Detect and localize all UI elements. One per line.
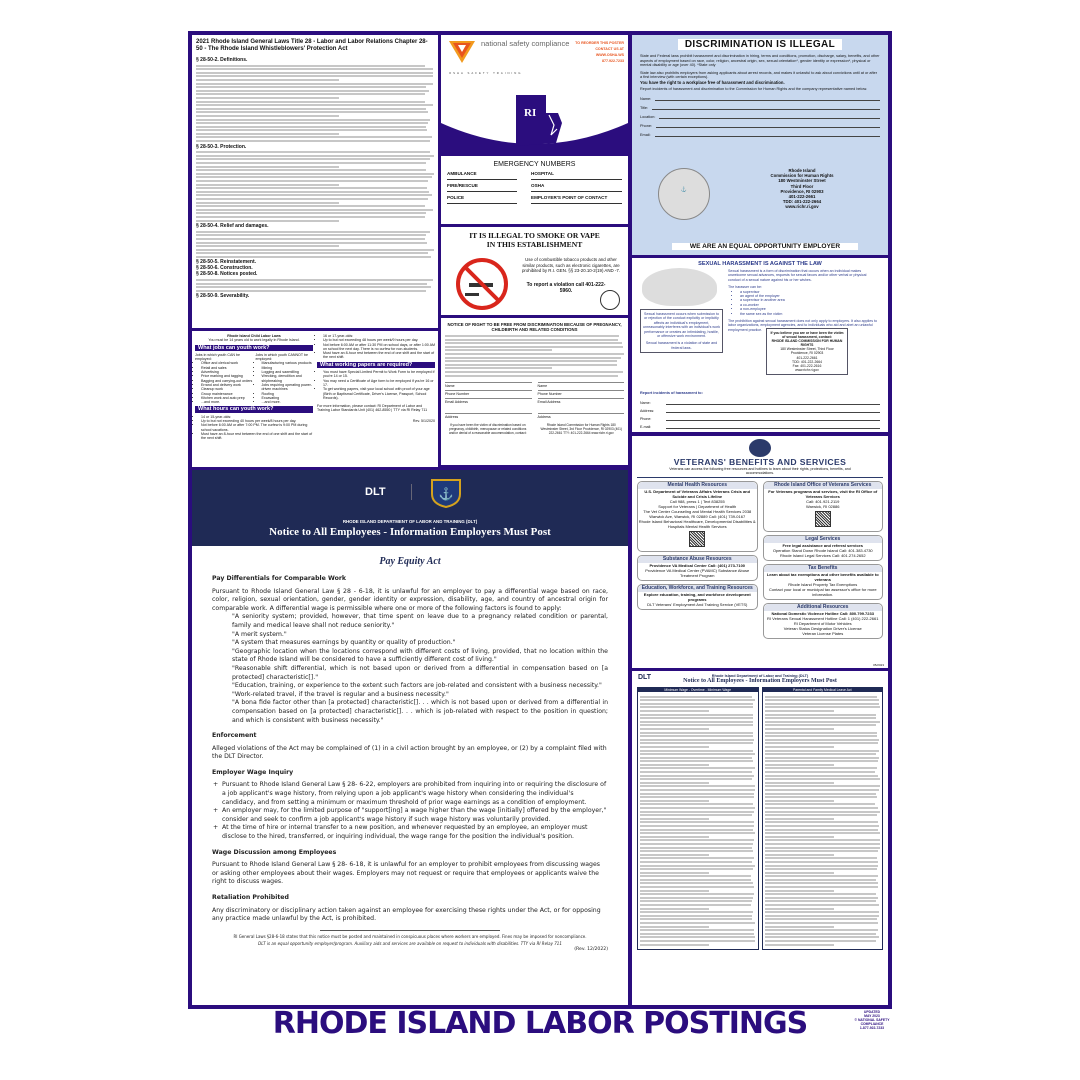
- harassment-definition-box: [640, 309, 723, 353]
- contact-field[interactable]: Name: [538, 382, 625, 388]
- copyright-line: 1-877-922-7233: [859, 1026, 885, 1030]
- retaliation-text: Any discriminatory or disciplinary action taken against an employee for exercising these rights under the Act, or for opposing any practice made unlawful by the Act, is prohibited.: [212, 906, 601, 923]
- jobs-heading: What jobs can youth work?: [195, 345, 313, 351]
- contact-line: 180 Westminster Street: [778, 178, 826, 184]
- field-label: Email:: [640, 132, 651, 137]
- commission-seal-icon: [642, 268, 717, 306]
- contact-line: Fax: 401-222-2616: [792, 363, 822, 368]
- contact-field[interactable]: Phone Number: [538, 390, 625, 396]
- commission-contact: [742, 168, 862, 210]
- body-text: [445, 335, 624, 377]
- factor-item: "A system that measures earnings by quantity or quality of production.": [232, 639, 456, 647]
- svg-text:⚓: ⚓: [438, 487, 454, 501]
- harassment-title: SEXUAL HARASSMENT IS AGAINST THE LAW: [698, 261, 822, 267]
- list-item: + An employer may, for the limited purpose of "support[ing] a wage higher than the wage [initially] offered by the employer," consider and seek to confirm a job applicant's wage history if such wage history was voluntarily provided.: [222, 807, 608, 824]
- section-heading: § 28-50-5. Reinstatement.: [196, 259, 257, 266]
- emergency-field[interactable]: FIRE/RESCUE: [447, 183, 517, 192]
- section-heading: § 28-50-4. Relief and damages.: [196, 223, 269, 230]
- contact-line: TDD: 401-222-2664: [792, 359, 822, 364]
- papers-list: [317, 370, 435, 400]
- copyright-line: MAY 2023: [864, 1014, 880, 1018]
- hours17-list: [317, 334, 435, 360]
- list-item: • Up to but not exceeding 40 hours per week/8 hours per day.: [201, 419, 313, 423]
- nsc-brand: national safety compliance: [481, 39, 570, 48]
- emergency-field[interactable]: OSHA: [531, 183, 622, 192]
- body-text: [638, 692, 758, 949]
- field-label: Name:: [640, 401, 651, 405]
- body-text: [196, 151, 434, 221]
- pregnancy-left-note: If you have been the victim of discrimination based on pregnancy, childbirth, menopause or related conditions and/or denial of a reasonable accommodation, contact:: [448, 422, 527, 435]
- field-line: [659, 118, 880, 119]
- section-heading: Wage Discussion among Employees: [212, 848, 337, 856]
- resource-line: Veteran License Plates: [802, 631, 844, 637]
- dlt-header: [192, 470, 628, 546]
- factor-item: "Education, training, or experience to the extent such factors are job-related and consistent with a business necessity.": [232, 682, 602, 690]
- wage-discussion-text: Pursuant to Rhode Island General Law § 28- 6-18, it is unlawful for an employer to prohibit employees from discussing wages or asking other employees about their wages. Employers may not request or require that employees or applicants waive the right to discuss wages.: [212, 861, 601, 886]
- footnote: RI General Laws §28-6-18 states that this notice must be posted and maintained in conspicuous places where workers are employed. Fines may be imposed for noncompliance.: [233, 933, 587, 939]
- list-item: • a supervisor in another area: [740, 298, 880, 302]
- section-heading: Employer Wage Inquiry: [212, 768, 294, 776]
- veterans-subtitle: Veterans can access the following free resources and hotlines to learn about their rights, protections, benefits, and accommodations.: [637, 467, 883, 478]
- contact-line: 401-222-2661: [796, 355, 818, 360]
- contact-line: 180 Westminster Street, Third Floor: [780, 347, 834, 352]
- resource-line: DLT Veterans' Employment And Training Service (VETS): [647, 602, 748, 608]
- contact-field[interactable]: Address: [538, 413, 625, 419]
- resource-box: [763, 481, 884, 532]
- veterans-rev: 05/2023: [873, 663, 884, 667]
- form-field[interactable]: [640, 421, 880, 429]
- field-label: Phone:: [640, 417, 652, 421]
- field-label: Address:: [640, 409, 655, 413]
- list-item: • Manufacturing various products: [262, 361, 314, 365]
- list-item: • Price marking and tagging: [201, 374, 253, 378]
- resource-heading: Mental Health Resources: [638, 482, 757, 489]
- form-field[interactable]: [640, 397, 880, 405]
- discrimination-form: [640, 92, 880, 137]
- section-heading: § 28-50-3. Protection.: [196, 143, 247, 150]
- resource-line: Learn about tax exemptions and other benefits available to veterans: [766, 572, 879, 583]
- discrimination-title: DISCRIMINATION IS ILLEGAL: [678, 39, 842, 50]
- contact-line: Third Floor: [790, 183, 814, 189]
- section-heading: § 28-50-2. Definitions.: [196, 57, 248, 63]
- resource-line: For Veterans programs and services, visit the RI Office of Veterans Services: [768, 489, 878, 500]
- resource-line: Contact your local or municipal tax assessor's office for more information.: [768, 587, 877, 598]
- copyright-note: [852, 1010, 892, 1030]
- revision: (Rev. 12/2022): [574, 946, 608, 952]
- child-labor-title: Rhode Island Child Labor Laws: [227, 334, 281, 338]
- pay-equity-title: Pay Equity Act: [379, 556, 441, 567]
- list-item: • Group maintenance: [201, 392, 253, 396]
- body-text: [763, 692, 883, 949]
- list-item: • ...and more.: [262, 400, 314, 404]
- contact-field[interactable]: Address: [445, 413, 532, 419]
- resource-box: [763, 535, 884, 561]
- discrimination-p2: State law also prohibits employers from asking applicants about arrest records, and makes it unlawful to ask about convictions until at or after a first interview (with certain exceptions).: [640, 70, 878, 80]
- factor-item: "Work-related travel, if the travel is regular and a business necessity.": [232, 690, 449, 698]
- field-label: Name:: [640, 96, 652, 101]
- emergency-field[interactable]: POLICE: [447, 195, 517, 204]
- contact-field[interactable]: Name: [445, 382, 532, 388]
- nsc-logo-icon: [447, 39, 477, 65]
- list-item: • a supervisor: [740, 290, 880, 294]
- factor-list: [212, 613, 608, 725]
- field-label: Phone:: [640, 123, 653, 128]
- list-item: • Cleanup work: [201, 387, 253, 391]
- field-line: [666, 404, 880, 405]
- list-item: • Mining: [262, 366, 314, 370]
- reorder-line: 877.922.7233: [602, 59, 624, 63]
- smoking-report: To report a violation call 401-222-5960.: [526, 282, 606, 294]
- list-item: • the same sex as the victim: [740, 312, 880, 316]
- emergency-field[interactable]: EMPLOYER'S POINT OF CONTACT: [531, 195, 622, 204]
- list-item: • 14 or 15-year-olds:: [201, 415, 313, 419]
- veterans-seal-icon: [749, 439, 771, 457]
- pay-equity-panel: [192, 470, 628, 1005]
- violation-text: Sexual harassment is a violation of state and federal laws.: [645, 341, 718, 350]
- contact-fields: [445, 381, 624, 419]
- list-item: • Excavating: [262, 396, 314, 400]
- emergency-field[interactable]: AMBULANCE: [447, 171, 517, 180]
- list-item: • Office and clerical work: [201, 361, 253, 365]
- list-item: • an agent of the employer: [740, 294, 880, 298]
- factor-item: "A seniority system; provided, however, that time spent on leave due to a pregnancy related condition or parental, family and medical leave shall not reduce seniority.": [232, 613, 608, 629]
- factor-item: "Reasonable shift differential, which is not based upon or derived from a differential in compensation based on [a protected] characteristic[].": [232, 664, 608, 681]
- resource-line: Support for Veterans | Department of Health: [658, 504, 737, 510]
- resource-line: Operation Stand Down Rhode Island Call: 401.383.4730: [772, 548, 873, 554]
- list-item: + At the time of hire or internal transfer to a new position, and whenever requested by an employee, an employer must disclose to the hired, transferred, or inquiring individual, the wage range for the position the individual's position.: [222, 824, 608, 841]
- resource-line: Rhode Island Property Tax Exemptions: [788, 582, 858, 588]
- field-line: [666, 412, 880, 413]
- dlt-dept: RHODE ISLAND DEPARTMENT OF LABOR AND TRAINING (DLT): [342, 519, 478, 524]
- wage-inquiry-list: [212, 781, 608, 841]
- factor-item: "A bona fide factor other than [a protected] characteristic[]. . . which is not based upon or derived from a differential in compensation based on [a protected] characteristic[]. . . which is job-related with respect to the position in question; and which is consistent with business necessity.": [232, 699, 608, 724]
- sexual-harassment-panel: [632, 258, 888, 432]
- contact-field[interactable]: Email Address: [445, 398, 532, 404]
- discrimination-p1: State and Federal laws prohibit harassment and discrimination in hiring, terms and conditions, promotion, discharge, salary, benefits, and other aspects of employment based on race, color, religion, ancestral origin, sex, sexual orientation*, gender identity or expression*, physical or mental disability or age (over 40). *State only: [640, 54, 880, 68]
- factor-item: "Geographic location when the locations correspond with different costs of living, provided, that no location within the state of Rhode Island will be considered to have a sufficiently different cost of living.": [232, 647, 608, 664]
- report-label: Report incidents of harassment to:: [640, 391, 703, 395]
- form-field[interactable]: [640, 413, 880, 421]
- resource-line: National Domestic Violence Hotline Call: 800.799.7233: [771, 611, 874, 617]
- resource-box: [637, 555, 758, 581]
- contact-line: Providence, RI 02903: [780, 188, 824, 194]
- pregnancy-right-note: Rhode Island Commission for Human Rights 180 Westminster Street, 3rd Floor Providence, RI 02903 (401) 222-2661 TTY: 401-222-2664 www.richr.ri.gov: [540, 422, 622, 435]
- list-item: • Errand and delivery work: [201, 383, 253, 387]
- contact-line: www.richr.ri.gov: [795, 367, 819, 372]
- field-label: E-mail:: [640, 425, 652, 429]
- pregnancy-title: NOTICE OF RIGHT TO BE FREE FROM DISCRIMINATION BECAUSE OF PREGNANCY, CHILDBIRTH AND RELATED CONDITIONS: [447, 322, 622, 332]
- smoking-body: Use of combustible tobacco products and other similar products, such as electronic cigarettes, are prohibited by R.I. GEN. §§ 23-20.10-2(19) AND -7.: [521, 257, 621, 274]
- dlt-dept: Rhode Island Department of Labor and Training (DLT): [711, 674, 809, 678]
- form-field[interactable]: [640, 110, 880, 119]
- resource-line: Veteran Status Designation Driver's License: [783, 626, 862, 632]
- list-item: • Advertising: [201, 370, 253, 374]
- harassment-contact-box: [766, 328, 848, 375]
- report-form: [640, 397, 880, 429]
- resource-line: Explore education, training, and workforce development programs: [643, 592, 751, 603]
- emergency-fields: [447, 171, 622, 204]
- contact-line: RHODE ISLAND COMMISSION FOR HUMAN RIGHTS: [771, 339, 843, 348]
- resource-line: Call: 401.921.2119: [806, 499, 840, 505]
- enforcement-text: Alleged violations of the Act may be complained of (1) in a civil action brought by an employee, or (2) by a complaint filed with the DLT Director.: [212, 744, 607, 761]
- whistleblower-title: 2021 Rhode Island General Laws Title 28 - Labor and Labor Relations Chapter 28-50 - The Rhode Island Whistleblowers' Protection Act: [196, 39, 428, 52]
- list-item: • Not before 6:00 AM or after 11:30 PM on school days, or after 1:00 AM on school the next day. There is no curfew for non-students.: [323, 343, 435, 352]
- list-item: • Bagging and carrying-out orders: [201, 379, 253, 383]
- resource-box: [637, 481, 758, 552]
- field-label: Location:: [640, 114, 656, 119]
- reorder-line: CONTACT US AT: [595, 47, 624, 51]
- field-line: [666, 420, 880, 421]
- body-text: [196, 65, 434, 142]
- footer: [0, 1006, 1080, 1070]
- section-heading: Enforcement: [212, 732, 257, 740]
- contact-field[interactable]: Phone Number: [445, 390, 532, 396]
- veterans-left-column: [637, 481, 758, 642]
- field-line: [652, 109, 880, 110]
- child-labor-panel: [192, 331, 438, 467]
- child-labor-intro: You must be 14 years old to work legally in Rhode Island.: [208, 338, 300, 343]
- reorder-line: TO REORDER THIS POSTER: [575, 41, 624, 45]
- dlt-logo: DLT: [365, 486, 386, 498]
- list-item: • Roofing: [262, 392, 314, 396]
- list-item: • To get working papers, visit your local school with proof of your age (Birth or Baptismal Certificate, Driver's License, Passport, School Records).: [323, 387, 435, 400]
- revision: Rev. 5/1/2020: [412, 418, 435, 423]
- resource-heading: Tax Benefits: [764, 565, 883, 572]
- resource-heading: Legal Services: [764, 536, 883, 543]
- reorder-line: WWW.OSHA.WS: [595, 53, 624, 57]
- ri-map-graphic: [441, 85, 628, 153]
- resource-line: Providence VA Medical Center (PVAMC) Substance Abuse Treatment Program: [645, 568, 750, 579]
- resource-line: The Vet Center Counseling and Mental Health Services 2038 Warwick Ave, Warwick, RI 02889 Call: (401) 739-0167: [643, 509, 752, 520]
- resource-line: Warwick, RI 02886: [806, 504, 840, 510]
- copyright-line: COMPLIANCE: [860, 1022, 884, 1026]
- form-field[interactable]: [640, 119, 880, 128]
- copyright-line: © NATIONAL SAFETY: [854, 1018, 890, 1022]
- harasser-list: [728, 290, 880, 316]
- section-heading: Pay Differentials for Comparable Work: [212, 575, 347, 582]
- body-text: [196, 231, 434, 258]
- discrimination-panel: [632, 35, 888, 255]
- resource-line: Call 988, press 1 | Text 838255: [669, 499, 725, 505]
- pay-diff-text: Pursuant to Rhode Island General Law § 28 - 6-18, it is unlawful for an employer to pay a differential wage based on race, color, religion, sexual orientation, gender, gender identity or expression, disability, age, and country of ancestral origin for comparable work. A differential wage is permissible where one or more of the following factors is found to apply:: [212, 587, 608, 612]
- section-heading: § 28-50-8. Notices posted.: [196, 271, 258, 278]
- smoking-title: IT IS ILLEGAL TO SMOKE OR VAPE IN THIS ESTABLISHMENT: [469, 231, 600, 249]
- contact-line: Commission for Human Rights: [770, 173, 834, 179]
- qr-code-icon: [815, 511, 831, 527]
- field-line: [656, 127, 880, 128]
- contact-line: Rhode Island: [788, 168, 816, 173]
- harasser-label: The harasser can be:: [728, 285, 762, 290]
- list-item: • Must have an 8-hour rest between the end of one shift and the start of the next shift.: [323, 351, 435, 360]
- harassment-p2: The prohibition against sexual harassment does not only apply to employers. It also applies to labor organizations, employment agencies, and to individuals who aid and abet an unlawful employment practice.: [728, 319, 878, 332]
- veterans-title: VETERANS' BENEFITS AND SERVICES: [673, 457, 847, 467]
- list-item: • 16 or 17-year-olds:: [323, 334, 435, 338]
- resource-box: [637, 584, 758, 610]
- list-item: • Logging and sawmilling: [262, 370, 314, 374]
- discrimination-p4: Report incidents of harassment and discrimination to the Commission for Human Rights and the company representative named below.: [640, 86, 868, 91]
- more-info: For more information, please contact: RI Department of Labor and Training Labor Standards Unit (401) 462-8550 | TTY via RI Relay 711: [317, 404, 428, 413]
- dlt-notice-title: Notice to All Employees - Information Employers Must Post: [683, 678, 837, 684]
- form-field[interactable]: [640, 92, 880, 101]
- field-line: [655, 100, 880, 101]
- contact-line: www.richr.ri.gov: [785, 204, 819, 210]
- list-item: • Retail and sales: [201, 366, 253, 370]
- contact-line: 401-222-2661: [788, 194, 816, 200]
- resource-heading: Additional Resources: [764, 604, 883, 611]
- notice-title: Notice to All Employees - Information Employers Must Post: [269, 526, 551, 538]
- papers-heading: What working papers are required?: [317, 362, 435, 368]
- list-item: • You may need a Certificate of Age form to be employed if you're 16 or 17.: [323, 379, 435, 388]
- contact-line: Providence, RI 02903: [790, 351, 824, 356]
- list-item: + Pursuant to Rhode Island General Law § 28- 6-22, employers are prohibited from inquiring into or requiring the disclosure of a job applicant's wage history, from relying upon a job applicant's wage history when considering the individual's candidacy, and from setting a minimum or maximum threshold of prior wage earnings as a condition of employment.: [222, 781, 608, 807]
- section-heading: Minimum Wage - Overtime - Minimum Wage: [638, 688, 758, 692]
- dlt-notice-panel: [632, 671, 888, 1005]
- list-item: • a non-employee: [740, 307, 880, 311]
- veterans-right-column: [763, 481, 884, 642]
- section-heading: Parental and Family Medical Leave Act: [763, 688, 883, 692]
- poster-title: RHODE ISLAND LABOR POSTINGS: [272, 1006, 808, 1041]
- section-heading: § 28-50-9. Severability.: [196, 293, 250, 300]
- list-item: • Jobs requiring operating power-driven machines: [262, 383, 314, 392]
- no-smoking-panel: [441, 227, 628, 315]
- section-heading: § 28-50-6. Construction.: [196, 265, 253, 272]
- ri-state-seal-icon: [428, 476, 464, 508]
- resource-line: Rhode Island Legal Services Call: 401.274.2652: [779, 553, 866, 559]
- harassment-text: [728, 269, 880, 332]
- form-field[interactable]: [640, 405, 880, 413]
- resource-line: U.S. Department of Veterans Affairs Veterans Crisis and Suicide and Crisis Lifeline: [644, 489, 751, 500]
- dlt-logo: DLT: [638, 674, 652, 681]
- resource-line: Free legal assistance and referral services: [782, 543, 863, 549]
- list-item: • Not before 6:00 AM or after 7:00 PM. The curfew is 9:00 PM during school vacations.: [201, 423, 313, 432]
- hours-list: [195, 415, 313, 441]
- field-line: [655, 136, 880, 137]
- resource-box: [763, 564, 884, 600]
- whistleblower-panel: [192, 35, 438, 328]
- resource-box: [763, 603, 884, 639]
- field-label: Title:: [640, 105, 649, 110]
- discrimination-p3: You have the right to a workplace free of harassment and discrimination.: [640, 79, 785, 85]
- state-label: RI: [524, 107, 537, 119]
- harassment-p1: Sexual harassment is a form of discrimination that occurs when an individual makes unwelcome sexual advances, requests for sexual favors and/or other verbal or physical conduct of a sexual nature against his or her wishes.: [728, 269, 867, 282]
- cannot-list: [256, 361, 314, 404]
- veterans-panel: [632, 436, 888, 668]
- form-field[interactable]: [640, 128, 880, 137]
- contact-title: If you believe you are or have been the victim of sexual harassment, contact:: [770, 331, 844, 340]
- eoe-note: DLT is an equal opportunity employer/program. Auxiliary aids and services are available on request to individuals with disabilities. TTY via RI Relay 711: [258, 940, 562, 946]
- nsc-panel: [441, 35, 628, 153]
- definition-text: Sexual harassment occurs when submission to or rejection of the conduct explicitly or implicitly affects an individual's employment, unreasonably interferes with an individual's work performance or creates an intimidating, hostile, or offensive work environment.: [643, 312, 720, 339]
- list-item: • a co-worker: [740, 303, 880, 307]
- copyright-line: UPDATED: [863, 1010, 881, 1014]
- list-item: • Kitchen work and auto prep: [201, 396, 253, 400]
- list-item: • Up to but not exceeding 48 hours per week/9 hours per day.: [323, 338, 435, 342]
- factor-item: "A merit system.": [232, 630, 287, 638]
- resource-heading: Substance Abuse Resources: [638, 556, 757, 563]
- resource-heading: Rhode Island Office of Veterans Services: [764, 482, 883, 489]
- eoe-footer: WE ARE AN EQUAL OPPORTUNITY EMPLOYER: [672, 243, 858, 250]
- resource-heading: Education, Workforce, and Training Resources: [638, 585, 757, 592]
- form-field[interactable]: [640, 101, 880, 110]
- resource-line: Rhode Island Behavioral Healthcare, Developmental Disabilities & Hospitals Mental Health Services: [638, 519, 756, 530]
- health-dept-seal-icon: [600, 290, 620, 310]
- resource-line: RI Veterans Sexual Harassment Hotline Call: 1 (401) 222-2661: [767, 616, 879, 622]
- hours-heading: What hours can youth work?: [195, 406, 313, 412]
- resource-line: RI Department of Motor Vehicles: [793, 621, 852, 627]
- field-line: [666, 428, 880, 429]
- no-smoking-icon: [455, 257, 509, 311]
- body-text: [196, 279, 434, 292]
- emergency-title: EMERGENCY NUMBERS: [493, 161, 576, 168]
- contact-line: TDD: 401-222-2664: [782, 199, 822, 205]
- reorder-info: [575, 40, 624, 64]
- can-list: [195, 361, 253, 404]
- list-item: • You must have Special Limited Permit to Work Form to be employed if you're 14 or 15.: [323, 370, 435, 379]
- list-item: • Must have an 8-hour rest between the end of one shift and the start of the next shift.: [201, 432, 313, 441]
- can-label: Jobs in which youth CAN be employed:: [195, 352, 240, 362]
- qr-code-icon: [689, 531, 705, 547]
- emergency-numbers-panel: [441, 156, 628, 224]
- emergency-field[interactable]: HOSPITAL: [531, 171, 622, 180]
- list-item: • Wrecking, demolition and shipbreaking: [262, 374, 314, 383]
- nsc-tagline: OSHA SAFETY TRAINING: [449, 71, 523, 75]
- resource-line: Providence VA Medical Center Call: (401) 273-7100: [649, 563, 746, 569]
- pregnancy-notice-panel: [441, 318, 628, 465]
- section-heading: Retaliation Prohibited: [212, 894, 289, 901]
- cannot-label: Jobs in which youth CANNOT be employed:: [255, 352, 308, 362]
- commission-seal-icon: ⚓: [658, 168, 710, 220]
- list-item: • ...and more.: [201, 400, 253, 404]
- contact-field[interactable]: Email Address: [538, 398, 625, 404]
